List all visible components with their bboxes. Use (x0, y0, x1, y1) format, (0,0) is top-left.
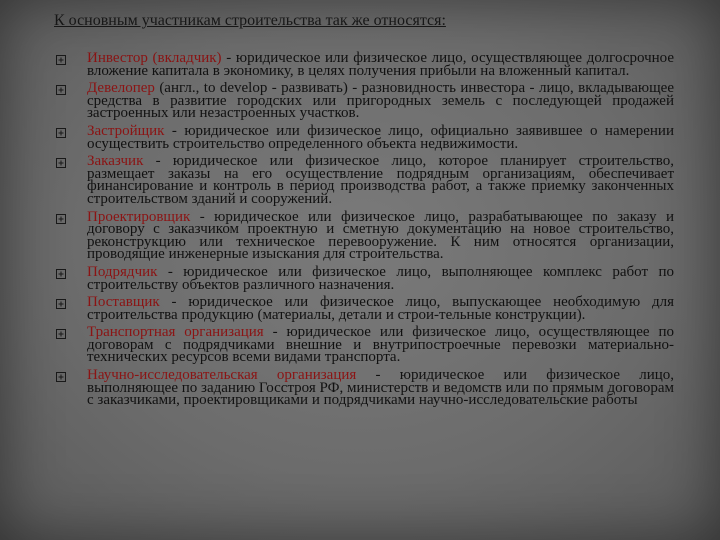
definition-text: - юридическое или физическое лицо, выпускающее необходимую для строительства продукцию (материалы, детали и строи-тельные конструкции). (87, 294, 674, 323)
term-label: Поставщик (87, 294, 160, 311)
term-label: Транспортная организация (87, 324, 264, 341)
list-item-contractor (54, 263, 674, 293)
list-item-designer (54, 208, 674, 263)
list-item-investor (54, 52, 674, 77)
list-item-research (54, 369, 674, 407)
term-label: Научно-исследовательская организация (87, 367, 357, 384)
square-bullet-icon (56, 85, 66, 95)
list-item-supplier (54, 296, 674, 321)
list-item-builder (54, 122, 674, 152)
slide-title: К основным участникам строительства так же относятся: (54, 12, 446, 29)
square-bullet-icon (56, 269, 66, 279)
definition-text: - юридическое или физическое лицо, выполняющее комплекс работ по строительству объектов различного назначения. (87, 263, 674, 293)
term-label: Заказчик (87, 153, 144, 170)
definition-text: (англ., to develop - развивать) - разновидность инвестора - лицо, вкладывающее средства в развитие городских или пригородных земель с последующей продажей застроенных или незастроенных участков. (87, 80, 674, 122)
definition-text: - юридическое или физическое лицо, разрабатывающее по заказу и договору с заказчиком проектную и сметную документацию на новое строительство, реконструкцию или техническое перевооружение. К ним относятся организации, проводящие инженерные изыскания для строительства. (87, 208, 674, 263)
definition-text: - юридическое или физическое лицо, которое планирует строительство, размещает заказы на его осуществление подрядным организациям, обеспечивает финансирование и контроль в период производства работ, а также приемку законченных строительством зданий и сооружений. (87, 153, 674, 207)
definition-text: - юридическое или физическое лицо, выполняющее по заданию Госстроя РФ, министерств и ведомств или по прямым договорам с заказчиками, проектировщиками и подрядчиками научно-исследовательские работы (87, 367, 674, 409)
definition-text: - юридическое или физическое лицо, осуществляющее по договорам с подрядчиками внешние и внутрипостроечные перевозки материально-технических ресурсов всеми видами транспорта. (87, 324, 674, 366)
term-label: Подрядчик (87, 263, 158, 280)
square-bullet-icon (56, 128, 66, 138)
square-bullet-icon (56, 55, 66, 65)
list-item-developer (54, 82, 674, 120)
term-label: Девелопер (87, 80, 155, 97)
term-label: Проектировщик (87, 208, 191, 225)
square-bullet-icon (56, 158, 66, 168)
square-bullet-icon (56, 214, 66, 224)
square-bullet-icon (56, 372, 66, 382)
square-bullet-icon (56, 299, 66, 309)
list-item-transport (54, 326, 674, 364)
term-label: Инвестор (вкладчик) (87, 50, 222, 66)
term-label: Застройщик (87, 122, 165, 139)
participants-list (54, 52, 674, 412)
definition-text: - юридическое или физическое лицо, официально заявившее о намерении осуществить строительство определенного объекта недвижимости. (87, 122, 674, 152)
list-item-customer (54, 155, 674, 205)
square-bullet-icon (56, 329, 66, 339)
definition-text: - юридическое или физическое лицо, осуществляющее долгосрочное вложение капитала в экономику, в целях получения прибыли на вложенный капитал. (87, 50, 674, 79)
